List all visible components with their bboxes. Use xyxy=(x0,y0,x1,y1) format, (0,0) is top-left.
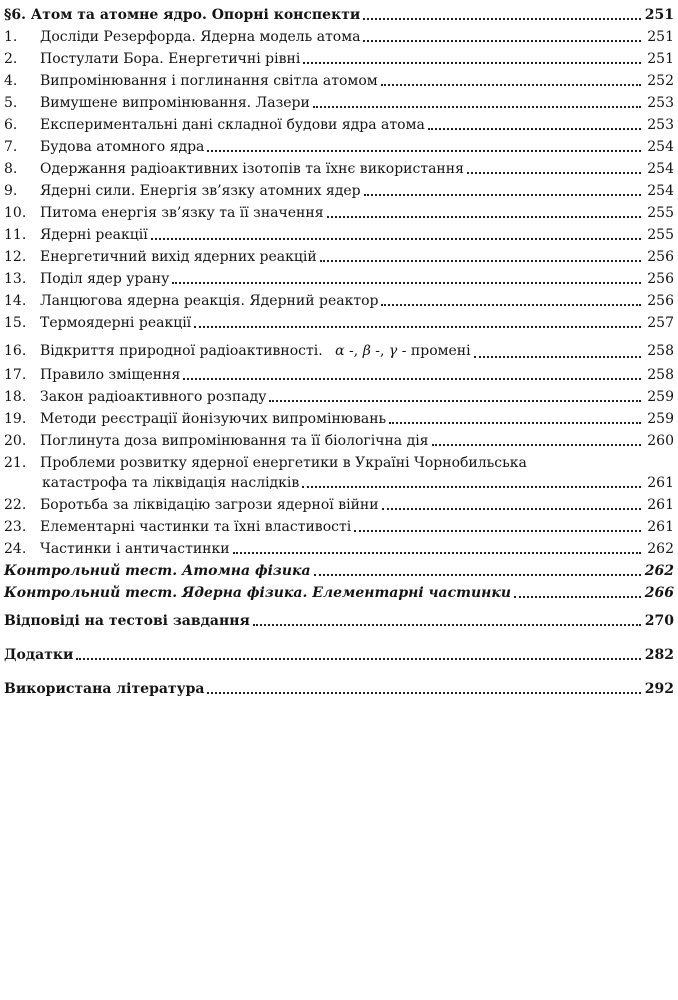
toc-item-23 xyxy=(4,518,674,536)
appendix-page: 292 xyxy=(644,681,674,697)
item-number: 7. xyxy=(4,139,18,155)
item-page: 253 xyxy=(647,95,674,111)
item-title: Відкриття природної радіоактивності. xyxy=(40,343,323,359)
toc-item-19 xyxy=(4,410,674,428)
appendix-title: Використана література xyxy=(4,681,205,697)
dot-leader xyxy=(233,552,641,554)
item-number: 2. xyxy=(4,51,18,67)
item-title: Вимушене випромінювання. Лазери xyxy=(40,95,310,111)
item-page: 258 xyxy=(647,343,674,359)
item-title: Одержання радіоактивних ізотопів та їхнє використання xyxy=(40,161,464,177)
dot-leader xyxy=(151,238,641,240)
toc-item-17 xyxy=(4,366,674,384)
item-title: Методи реєстрації йонізуючих випромінювань xyxy=(40,411,387,427)
item-page: 256 xyxy=(647,271,674,287)
dot-leader xyxy=(302,486,641,488)
item-title: Досліди Резерфорда. Ядерна модель атома xyxy=(40,29,361,45)
section-heading xyxy=(4,6,674,24)
toc-item-7 xyxy=(4,138,674,156)
dot-leader xyxy=(389,422,641,424)
toc-answers xyxy=(4,612,674,630)
toc-item-6 xyxy=(4,116,674,134)
item-page: 254 xyxy=(647,139,674,155)
item-number: 9. xyxy=(4,183,18,199)
item-title: Ланцюгова ядерна реакція. Ядерний реактор xyxy=(40,293,379,309)
toc-item-9 xyxy=(4,182,674,200)
appendix-page: 270 xyxy=(644,613,674,629)
test-page: 262 xyxy=(644,563,674,579)
item-number: 18. xyxy=(4,389,27,405)
item-title: Частинки і античастинки xyxy=(40,541,230,557)
dot-leader xyxy=(467,172,641,174)
item-number: 13. xyxy=(4,271,27,287)
toc-item-12 xyxy=(4,248,674,266)
dot-leader xyxy=(269,400,641,402)
item-page: 259 xyxy=(647,411,674,427)
item-title-with-symbols: Відкриття природної радіоактивності. α -, β -, γ - промені xyxy=(40,343,471,359)
appendix-title: Відповіді на тестові завдання xyxy=(4,613,250,629)
dot-leader xyxy=(474,356,641,358)
dot-leader xyxy=(183,378,641,380)
dot-leader xyxy=(354,530,641,532)
item-page: 251 xyxy=(647,29,674,45)
toc-item-16 xyxy=(4,340,674,362)
item-page: 255 xyxy=(647,227,674,243)
item-title: Закон радіоактивного розпаду xyxy=(40,389,267,405)
alpha-symbol: α xyxy=(335,343,345,359)
item-title: Термоядерні реакції xyxy=(40,315,192,331)
item-title: Поділ ядер урану xyxy=(40,271,170,287)
item-number: 17. xyxy=(4,367,27,383)
item-title-line2: катастрофа та ліквідація наслідків xyxy=(42,475,300,491)
dot-leader xyxy=(363,18,641,20)
dot-leader xyxy=(320,260,641,262)
item-page: 256 xyxy=(647,293,674,309)
item-number: 1. xyxy=(4,29,18,45)
appendix-title: Додатки xyxy=(4,647,74,663)
toc-test-nuclear xyxy=(4,584,674,602)
item-title: Елементарні частинки та їхні властивості xyxy=(40,519,352,535)
item-title: Проблеми розвитку ядерної енергетики в Україні Чорнобильська xyxy=(40,455,527,471)
dot-leader xyxy=(428,128,641,130)
item-number: 12. xyxy=(4,249,27,265)
toc-item-2 xyxy=(4,50,674,68)
item-number: 15. xyxy=(4,315,27,331)
item-title-tail: промені xyxy=(410,343,471,359)
dot-leader xyxy=(381,304,641,306)
item-number: 5. xyxy=(4,95,18,111)
dot-leader xyxy=(253,624,641,626)
section-page: 251 xyxy=(644,7,674,23)
item-number: 6. xyxy=(4,117,18,133)
item-number: 16. xyxy=(4,343,27,359)
toc-item-5 xyxy=(4,94,674,112)
toc-item-1 xyxy=(4,28,674,46)
item-page: 257 xyxy=(647,315,674,331)
item-number: 14. xyxy=(4,293,27,309)
test-title: Контрольний тест. Ядерна фізика. Елементарні частинки xyxy=(4,585,512,601)
item-page: 254 xyxy=(647,161,674,177)
dot-leader xyxy=(303,62,641,64)
dot-leader xyxy=(194,326,641,328)
toc-item-14 xyxy=(4,292,674,310)
item-number: 10. xyxy=(4,205,27,221)
toc-item-24 xyxy=(4,540,674,558)
item-title: Питома енергія зв’язку та її значення xyxy=(40,205,324,221)
dot-leader xyxy=(327,216,641,218)
dot-leader xyxy=(514,596,641,598)
item-number: 23. xyxy=(4,519,27,535)
toc-item-15 xyxy=(4,314,674,332)
dot-leader xyxy=(76,658,641,660)
dot-leader xyxy=(313,106,641,108)
beta-symbol: β xyxy=(362,343,371,359)
item-title: Експериментальні дані складної будови ядра атома xyxy=(40,117,425,133)
item-title: Ядерні сили. Енергія зв’язку атомних ядер xyxy=(40,183,361,199)
item-title: Боротьба за ліквідацію загрози ядерної війни xyxy=(40,497,379,513)
dot-leader xyxy=(172,282,641,284)
item-number: 11. xyxy=(4,227,27,243)
item-title: Будова атомного ядра xyxy=(40,139,205,155)
item-number: 19. xyxy=(4,411,27,427)
item-page: 260 xyxy=(647,433,674,449)
item-page: 253 xyxy=(647,117,674,133)
toc-item-8 xyxy=(4,160,674,178)
toc-item-11 xyxy=(4,226,674,244)
item-number: 24. xyxy=(4,541,27,557)
toc-supplements xyxy=(4,646,674,664)
toc-item-10 xyxy=(4,204,674,222)
toc-test-atomic xyxy=(4,562,674,580)
item-page: 261 xyxy=(647,475,674,491)
gamma-symbol: γ xyxy=(388,343,398,359)
item-title: Енергетичний вихід ядерних реакцій xyxy=(40,249,317,265)
item-number: 22. xyxy=(4,497,27,513)
dot-leader xyxy=(314,574,641,576)
item-title: Правило зміщення xyxy=(40,367,181,383)
item-title: Випромінювання і поглинання світла атомом xyxy=(40,73,378,89)
item-page: 259 xyxy=(647,389,674,405)
toc-item-21-line2 xyxy=(42,474,674,492)
dot-leader xyxy=(382,508,641,510)
item-number: 20. xyxy=(4,433,27,449)
item-page: 254 xyxy=(647,183,674,199)
item-page: 262 xyxy=(647,541,674,557)
item-number: 21. xyxy=(4,455,27,471)
appendix-page: 282 xyxy=(644,647,674,663)
dot-leader xyxy=(381,84,641,86)
toc-item-22 xyxy=(4,496,674,514)
section-title: §6. Атом та атомне ядро. Опорні конспекти xyxy=(4,7,361,23)
item-page: 255 xyxy=(647,205,674,221)
test-page: 266 xyxy=(644,585,674,601)
dot-leader xyxy=(364,194,641,196)
item-number: 4. xyxy=(4,73,18,89)
item-title: Ядерні реакції xyxy=(40,227,148,243)
toc-item-13 xyxy=(4,270,674,288)
toc-literature xyxy=(4,680,674,698)
toc-item-20 xyxy=(4,432,674,450)
dot-leader xyxy=(207,150,641,152)
item-number: 8. xyxy=(4,161,18,177)
dot-leader xyxy=(363,40,641,42)
item-page: 256 xyxy=(647,249,674,265)
item-page: 261 xyxy=(647,497,674,513)
item-page: 252 xyxy=(647,73,674,89)
dot-leader xyxy=(432,444,641,446)
toc-item-4 xyxy=(4,72,674,90)
item-page: 261 xyxy=(647,519,674,535)
item-title: Постулати Бора. Енергетичні рівні xyxy=(40,51,301,67)
dot-leader xyxy=(207,692,641,694)
item-page: 251 xyxy=(647,51,674,67)
test-title: Контрольний тест. Атомна фізика xyxy=(4,563,311,579)
toc-item-18 xyxy=(4,388,674,406)
toc-item-21-line1 xyxy=(4,454,674,472)
item-page: 258 xyxy=(647,367,674,383)
item-title: Поглинута доза випромінювання та її біологічна дія xyxy=(40,433,429,449)
